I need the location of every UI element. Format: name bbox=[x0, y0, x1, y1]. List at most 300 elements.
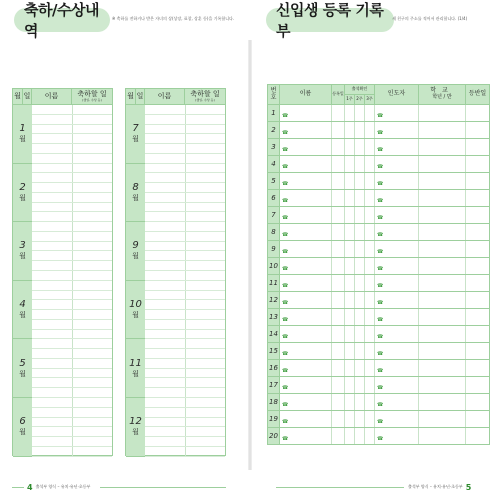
class-date-cell[interactable] bbox=[466, 275, 489, 291]
week2-cell[interactable] bbox=[355, 394, 365, 410]
class-date-cell[interactable] bbox=[466, 377, 489, 393]
entry-row[interactable] bbox=[32, 232, 112, 242]
school-cell[interactable] bbox=[419, 156, 466, 172]
name-cell[interactable] bbox=[280, 309, 332, 325]
guide-cell[interactable] bbox=[375, 224, 419, 240]
entry-row[interactable] bbox=[145, 320, 225, 330]
week1-cell[interactable] bbox=[345, 428, 355, 444]
phone-icon: ☎ bbox=[282, 215, 289, 221]
entry-row[interactable] bbox=[32, 388, 112, 398]
entry-row[interactable] bbox=[32, 300, 112, 310]
week2-cell[interactable] bbox=[355, 173, 365, 189]
class-date-cell[interactable] bbox=[466, 105, 489, 121]
entry-row[interactable] bbox=[32, 339, 112, 349]
registered-cell[interactable] bbox=[332, 343, 345, 359]
week2-cell[interactable] bbox=[355, 343, 365, 359]
entry-row[interactable] bbox=[145, 388, 225, 398]
week3-cell[interactable] bbox=[365, 309, 375, 325]
column-divider bbox=[185, 330, 186, 339]
entry-row[interactable] bbox=[32, 369, 112, 379]
entry-row[interactable] bbox=[32, 251, 112, 261]
left-page-number: 4 bbox=[27, 482, 33, 492]
guide-cell[interactable] bbox=[375, 258, 419, 274]
name-cell[interactable] bbox=[280, 326, 332, 342]
entry-row[interactable] bbox=[32, 291, 112, 301]
class-date-cell[interactable] bbox=[466, 139, 489, 155]
column-divider bbox=[185, 222, 186, 231]
column-divider bbox=[185, 447, 186, 456]
week3-cell[interactable] bbox=[365, 292, 375, 308]
name-cell[interactable] bbox=[280, 241, 332, 257]
name-cell[interactable] bbox=[280, 156, 332, 172]
entry-row[interactable] bbox=[145, 339, 225, 349]
registered-cell[interactable] bbox=[332, 139, 345, 155]
week1-cell[interactable] bbox=[345, 411, 355, 427]
week1-cell[interactable] bbox=[345, 343, 355, 359]
entry-row[interactable] bbox=[145, 447, 225, 457]
name-cell[interactable] bbox=[280, 377, 332, 393]
column-divider bbox=[185, 369, 186, 378]
entry-row[interactable] bbox=[145, 115, 225, 125]
entry-row[interactable] bbox=[145, 369, 225, 379]
registered-cell[interactable] bbox=[332, 156, 345, 172]
week3-cell[interactable] bbox=[365, 105, 375, 121]
school-cell[interactable] bbox=[419, 139, 466, 155]
week2-cell[interactable] bbox=[355, 258, 365, 274]
week2-cell[interactable] bbox=[355, 309, 365, 325]
week2-cell[interactable] bbox=[355, 207, 365, 223]
week2-cell[interactable] bbox=[355, 241, 365, 257]
week3-cell[interactable] bbox=[365, 224, 375, 240]
column-divider bbox=[185, 418, 186, 427]
entry-row[interactable] bbox=[32, 183, 112, 193]
registered-cell[interactable] bbox=[332, 105, 345, 121]
week1-cell[interactable] bbox=[345, 207, 355, 223]
month-label: 월 bbox=[132, 311, 139, 320]
column-divider bbox=[72, 164, 73, 173]
class-date-cell[interactable] bbox=[466, 343, 489, 359]
week3-cell[interactable] bbox=[365, 377, 375, 393]
entry-row[interactable] bbox=[32, 349, 112, 359]
guide-cell[interactable] bbox=[375, 394, 419, 410]
week3-cell[interactable] bbox=[365, 360, 375, 376]
right-title-pill bbox=[266, 1, 394, 40]
phone-icon: ☎ bbox=[377, 402, 384, 408]
school-cell[interactable] bbox=[419, 241, 466, 257]
registered-cell[interactable] bbox=[332, 173, 345, 189]
month-cell bbox=[126, 105, 145, 163]
column-divider bbox=[185, 408, 186, 417]
week1-cell[interactable] bbox=[345, 224, 355, 240]
class-date-cell[interactable] bbox=[466, 173, 489, 189]
month-number: 2 bbox=[19, 181, 26, 193]
week2-cell[interactable] bbox=[355, 156, 365, 172]
entry-row[interactable] bbox=[32, 193, 112, 203]
week1-cell[interactable] bbox=[345, 156, 355, 172]
week2-cell[interactable] bbox=[355, 360, 365, 376]
entry-row[interactable] bbox=[145, 203, 225, 213]
name-cell[interactable] bbox=[280, 173, 332, 189]
week1-cell[interactable] bbox=[345, 394, 355, 410]
column-divider bbox=[72, 281, 73, 290]
table-body bbox=[13, 105, 112, 455]
registered-cell[interactable] bbox=[332, 207, 345, 223]
name-cell[interactable] bbox=[280, 360, 332, 376]
class-date-cell[interactable] bbox=[466, 360, 489, 376]
entry-row[interactable] bbox=[32, 212, 112, 222]
column-divider bbox=[185, 339, 186, 348]
entry-row[interactable] bbox=[32, 437, 112, 447]
week1-cell[interactable] bbox=[345, 292, 355, 308]
month-block bbox=[13, 398, 112, 457]
header-month: 월 bbox=[13, 89, 23, 104]
row-number: 8 bbox=[268, 224, 280, 240]
guide-cell[interactable] bbox=[375, 343, 419, 359]
entry-row[interactable] bbox=[32, 418, 112, 428]
school-cell[interactable] bbox=[419, 173, 466, 189]
entry-row[interactable] bbox=[145, 193, 225, 203]
entry-row[interactable] bbox=[145, 330, 225, 340]
column-divider bbox=[185, 300, 186, 309]
entry-row[interactable] bbox=[145, 105, 225, 115]
entry-row[interactable] bbox=[32, 408, 112, 418]
week1-cell[interactable] bbox=[345, 173, 355, 189]
row-number: 6 bbox=[268, 190, 280, 206]
week3-cell[interactable] bbox=[365, 156, 375, 172]
phone-icon: ☎ bbox=[377, 215, 384, 221]
school-cell[interactable] bbox=[419, 377, 466, 393]
week2-cell[interactable] bbox=[355, 224, 365, 240]
entry-row[interactable] bbox=[145, 164, 225, 174]
week1-cell[interactable] bbox=[345, 258, 355, 274]
entry-row[interactable] bbox=[32, 427, 112, 437]
week1-cell[interactable] bbox=[345, 326, 355, 342]
week3-cell[interactable] bbox=[365, 190, 375, 206]
guide-cell[interactable] bbox=[375, 207, 419, 223]
registered-cell[interactable] bbox=[332, 292, 345, 308]
name-cell[interactable] bbox=[280, 428, 332, 444]
entry-row[interactable] bbox=[145, 212, 225, 222]
school-cell[interactable] bbox=[419, 207, 466, 223]
week3-cell[interactable] bbox=[365, 428, 375, 444]
week1-cell[interactable] bbox=[345, 360, 355, 376]
entry-row[interactable] bbox=[32, 359, 112, 369]
entry-row[interactable] bbox=[145, 291, 225, 301]
entry-row[interactable] bbox=[32, 222, 112, 232]
entry-row[interactable] bbox=[145, 271, 225, 281]
phone-icon: ☎ bbox=[282, 147, 289, 153]
header-celebration bbox=[72, 89, 112, 104]
guide-cell[interactable] bbox=[375, 275, 419, 291]
month-cell bbox=[126, 222, 145, 280]
entry-row[interactable] bbox=[32, 330, 112, 340]
guide-cell[interactable] bbox=[375, 411, 419, 427]
school-cell[interactable] bbox=[419, 360, 466, 376]
week1-cell[interactable] bbox=[345, 275, 355, 291]
column-divider bbox=[72, 349, 73, 358]
phone-icon: ☎ bbox=[377, 181, 384, 187]
entry-row[interactable] bbox=[145, 183, 225, 193]
class-date-cell[interactable] bbox=[466, 156, 489, 172]
name-cell[interactable] bbox=[280, 343, 332, 359]
name-cell[interactable] bbox=[280, 275, 332, 291]
column-divider bbox=[72, 418, 73, 427]
school-cell[interactable] bbox=[419, 411, 466, 427]
entry-row[interactable] bbox=[145, 359, 225, 369]
entry-row[interactable] bbox=[145, 398, 225, 408]
week3-cell[interactable] bbox=[365, 122, 375, 138]
month-number: 6 bbox=[19, 416, 26, 428]
column-divider bbox=[72, 183, 73, 192]
entry-row[interactable] bbox=[145, 261, 225, 271]
page-gutter bbox=[248, 40, 252, 470]
column-divider bbox=[185, 427, 186, 436]
registered-cell[interactable] bbox=[332, 309, 345, 325]
entry-row[interactable] bbox=[145, 134, 225, 144]
entry-row[interactable] bbox=[32, 203, 112, 213]
name-cell[interactable] bbox=[280, 394, 332, 410]
registered-cell[interactable] bbox=[332, 190, 345, 206]
entry-row[interactable] bbox=[32, 242, 112, 252]
class-date-cell[interactable] bbox=[466, 224, 489, 240]
name-cell[interactable] bbox=[280, 105, 332, 121]
school-cell[interactable] bbox=[419, 309, 466, 325]
table-header bbox=[13, 89, 112, 105]
registered-cell[interactable] bbox=[332, 326, 345, 342]
school-cell[interactable] bbox=[419, 326, 466, 342]
registered-cell[interactable] bbox=[332, 394, 345, 410]
class-date-cell[interactable] bbox=[466, 411, 489, 427]
school-cell[interactable] bbox=[419, 428, 466, 444]
entry-row[interactable] bbox=[32, 154, 112, 164]
entry-row[interactable] bbox=[145, 378, 225, 388]
week2-cell[interactable] bbox=[355, 122, 365, 138]
week3-cell[interactable] bbox=[365, 411, 375, 427]
entry-row[interactable] bbox=[32, 320, 112, 330]
class-date-cell[interactable] bbox=[466, 309, 489, 325]
entry-row[interactable] bbox=[145, 242, 225, 252]
month-cell bbox=[126, 398, 145, 456]
entry-row[interactable] bbox=[32, 310, 112, 320]
week1-cell[interactable] bbox=[345, 105, 355, 121]
phone-icon: ☎ bbox=[282, 130, 289, 136]
phone-icon: ☎ bbox=[282, 368, 289, 374]
row-number: 13 bbox=[268, 309, 280, 325]
class-date-cell[interactable] bbox=[466, 258, 489, 274]
name-cell[interactable] bbox=[280, 207, 332, 223]
week3-cell[interactable] bbox=[365, 394, 375, 410]
school-cell[interactable] bbox=[419, 258, 466, 274]
entry-row[interactable] bbox=[32, 398, 112, 408]
entry-row[interactable] bbox=[145, 427, 225, 437]
entry-row[interactable] bbox=[32, 134, 112, 144]
class-date-cell[interactable] bbox=[466, 241, 489, 257]
phone-icon: ☎ bbox=[282, 300, 289, 306]
header-registered: 등록일 bbox=[332, 85, 345, 104]
guide-cell[interactable] bbox=[375, 105, 419, 121]
entry-row[interactable] bbox=[145, 418, 225, 428]
entry-row[interactable] bbox=[145, 349, 225, 359]
registration-row bbox=[268, 360, 489, 377]
week1-cell[interactable] bbox=[345, 241, 355, 257]
class-date-cell[interactable] bbox=[466, 190, 489, 206]
guide-cell[interactable] bbox=[375, 309, 419, 325]
entry-row[interactable] bbox=[145, 408, 225, 418]
month-block bbox=[126, 164, 225, 223]
name-cell[interactable] bbox=[280, 224, 332, 240]
guide-cell[interactable] bbox=[375, 377, 419, 393]
phone-icon: ☎ bbox=[377, 198, 384, 204]
entry-row[interactable] bbox=[32, 164, 112, 174]
registered-cell[interactable] bbox=[332, 241, 345, 257]
guide-cell[interactable] bbox=[375, 360, 419, 376]
week1-cell[interactable] bbox=[345, 190, 355, 206]
header-week-1: 1주 bbox=[345, 95, 355, 104]
entry-row[interactable] bbox=[145, 232, 225, 242]
class-date-cell[interactable] bbox=[466, 394, 489, 410]
entry-row[interactable] bbox=[32, 447, 112, 457]
registered-cell[interactable] bbox=[332, 360, 345, 376]
registration-row bbox=[268, 139, 489, 156]
column-divider bbox=[72, 291, 73, 300]
row-number: 16 bbox=[268, 360, 280, 376]
week3-cell[interactable] bbox=[365, 207, 375, 223]
phone-icon: ☎ bbox=[377, 317, 384, 323]
name-cell[interactable] bbox=[280, 190, 332, 206]
month-label: 월 bbox=[19, 369, 26, 378]
school-cell[interactable] bbox=[419, 275, 466, 291]
entry-row[interactable] bbox=[145, 300, 225, 310]
guide-cell[interactable] bbox=[375, 122, 419, 138]
guide-cell[interactable] bbox=[375, 241, 419, 257]
registered-cell[interactable] bbox=[332, 275, 345, 291]
header-week-3: 3주 bbox=[366, 96, 373, 102]
week3-cell[interactable] bbox=[365, 343, 375, 359]
class-date-cell[interactable] bbox=[466, 122, 489, 138]
entry-row[interactable] bbox=[32, 261, 112, 271]
entry-row[interactable] bbox=[145, 125, 225, 135]
entry-row[interactable] bbox=[32, 105, 112, 115]
guide-cell[interactable] bbox=[375, 190, 419, 206]
month-number: 7 bbox=[132, 123, 139, 135]
week2-cell[interactable] bbox=[355, 292, 365, 308]
registered-cell[interactable] bbox=[332, 258, 345, 274]
entry-row[interactable] bbox=[145, 173, 225, 183]
week2-cell[interactable] bbox=[355, 105, 365, 121]
name-cell[interactable] bbox=[280, 139, 332, 155]
class-date-cell[interactable] bbox=[466, 428, 489, 444]
week3-cell[interactable] bbox=[365, 326, 375, 342]
class-date-cell[interactable] bbox=[466, 326, 489, 342]
week2-cell[interactable] bbox=[355, 377, 365, 393]
entry-row[interactable] bbox=[32, 144, 112, 154]
name-cell[interactable] bbox=[280, 122, 332, 138]
school-cell[interactable] bbox=[419, 105, 466, 121]
entry-row[interactable] bbox=[145, 437, 225, 447]
entry-row[interactable] bbox=[145, 310, 225, 320]
phone-icon: ☎ bbox=[377, 164, 384, 170]
name-cell[interactable] bbox=[280, 258, 332, 274]
month-number: 1 bbox=[19, 123, 26, 135]
column-divider bbox=[72, 398, 73, 407]
guide-cell[interactable] bbox=[375, 326, 419, 342]
column-divider bbox=[72, 388, 73, 397]
header-celebration bbox=[185, 89, 225, 104]
week2-cell[interactable] bbox=[355, 275, 365, 291]
right-title-note: 새 친구의 주소를 적어서 관리합니다. (1/4) bbox=[392, 16, 468, 21]
guide-cell[interactable] bbox=[375, 156, 419, 172]
registered-cell[interactable] bbox=[332, 224, 345, 240]
week3-cell[interactable] bbox=[365, 173, 375, 189]
entry-row[interactable] bbox=[32, 173, 112, 183]
class-date-cell[interactable] bbox=[466, 292, 489, 308]
week2-cell[interactable] bbox=[355, 190, 365, 206]
week3-cell[interactable] bbox=[365, 275, 375, 291]
header-school-top: 학교 bbox=[430, 87, 454, 95]
entry-row[interactable] bbox=[32, 378, 112, 388]
guide-cell[interactable] bbox=[375, 139, 419, 155]
entry-row[interactable] bbox=[32, 281, 112, 291]
name-cell[interactable] bbox=[280, 411, 332, 427]
registered-cell[interactable] bbox=[332, 411, 345, 427]
column-divider bbox=[72, 339, 73, 348]
school-cell[interactable] bbox=[419, 292, 466, 308]
week2-cell[interactable] bbox=[355, 139, 365, 155]
week1-cell[interactable] bbox=[345, 377, 355, 393]
week1-cell[interactable] bbox=[345, 139, 355, 155]
class-date-cell[interactable] bbox=[466, 207, 489, 223]
column-divider bbox=[185, 251, 186, 260]
month-block bbox=[13, 105, 112, 164]
entry-row[interactable] bbox=[145, 281, 225, 291]
week3-cell[interactable] bbox=[365, 258, 375, 274]
school-cell[interactable] bbox=[419, 224, 466, 240]
week2-cell[interactable] bbox=[355, 428, 365, 444]
week1-cell[interactable] bbox=[345, 309, 355, 325]
school-cell[interactable] bbox=[419, 190, 466, 206]
week3-cell[interactable] bbox=[365, 139, 375, 155]
week3-cell[interactable] bbox=[365, 241, 375, 257]
entry-row[interactable] bbox=[145, 154, 225, 164]
entry-row[interactable] bbox=[145, 251, 225, 261]
entry-row[interactable] bbox=[32, 125, 112, 135]
phone-icon: ☎ bbox=[282, 113, 289, 119]
guide-cell[interactable] bbox=[375, 292, 419, 308]
school-cell[interactable] bbox=[419, 122, 466, 138]
registration-row bbox=[268, 428, 489, 445]
entry-row[interactable] bbox=[32, 115, 112, 125]
guide-cell[interactable] bbox=[375, 173, 419, 189]
guide-cell[interactable] bbox=[375, 428, 419, 444]
school-cell[interactable] bbox=[419, 343, 466, 359]
header-name: 이름 bbox=[32, 89, 72, 104]
week1-cell[interactable] bbox=[345, 122, 355, 138]
week2-cell[interactable] bbox=[355, 326, 365, 342]
entry-row[interactable] bbox=[145, 222, 225, 232]
school-cell[interactable] bbox=[419, 394, 466, 410]
row-number: 19 bbox=[268, 411, 280, 427]
column-divider bbox=[72, 203, 73, 212]
right-footer-text: 출석부 양식 – 유치·유년·초등부 bbox=[408, 484, 463, 489]
name-cell[interactable] bbox=[280, 292, 332, 308]
week2-cell[interactable] bbox=[355, 411, 365, 427]
entry-row[interactable] bbox=[145, 144, 225, 154]
entry-row[interactable] bbox=[32, 271, 112, 281]
month-number: 9 bbox=[132, 240, 139, 252]
registered-cell[interactable] bbox=[332, 428, 345, 444]
registered-cell[interactable] bbox=[332, 377, 345, 393]
registered-cell[interactable] bbox=[332, 122, 345, 138]
